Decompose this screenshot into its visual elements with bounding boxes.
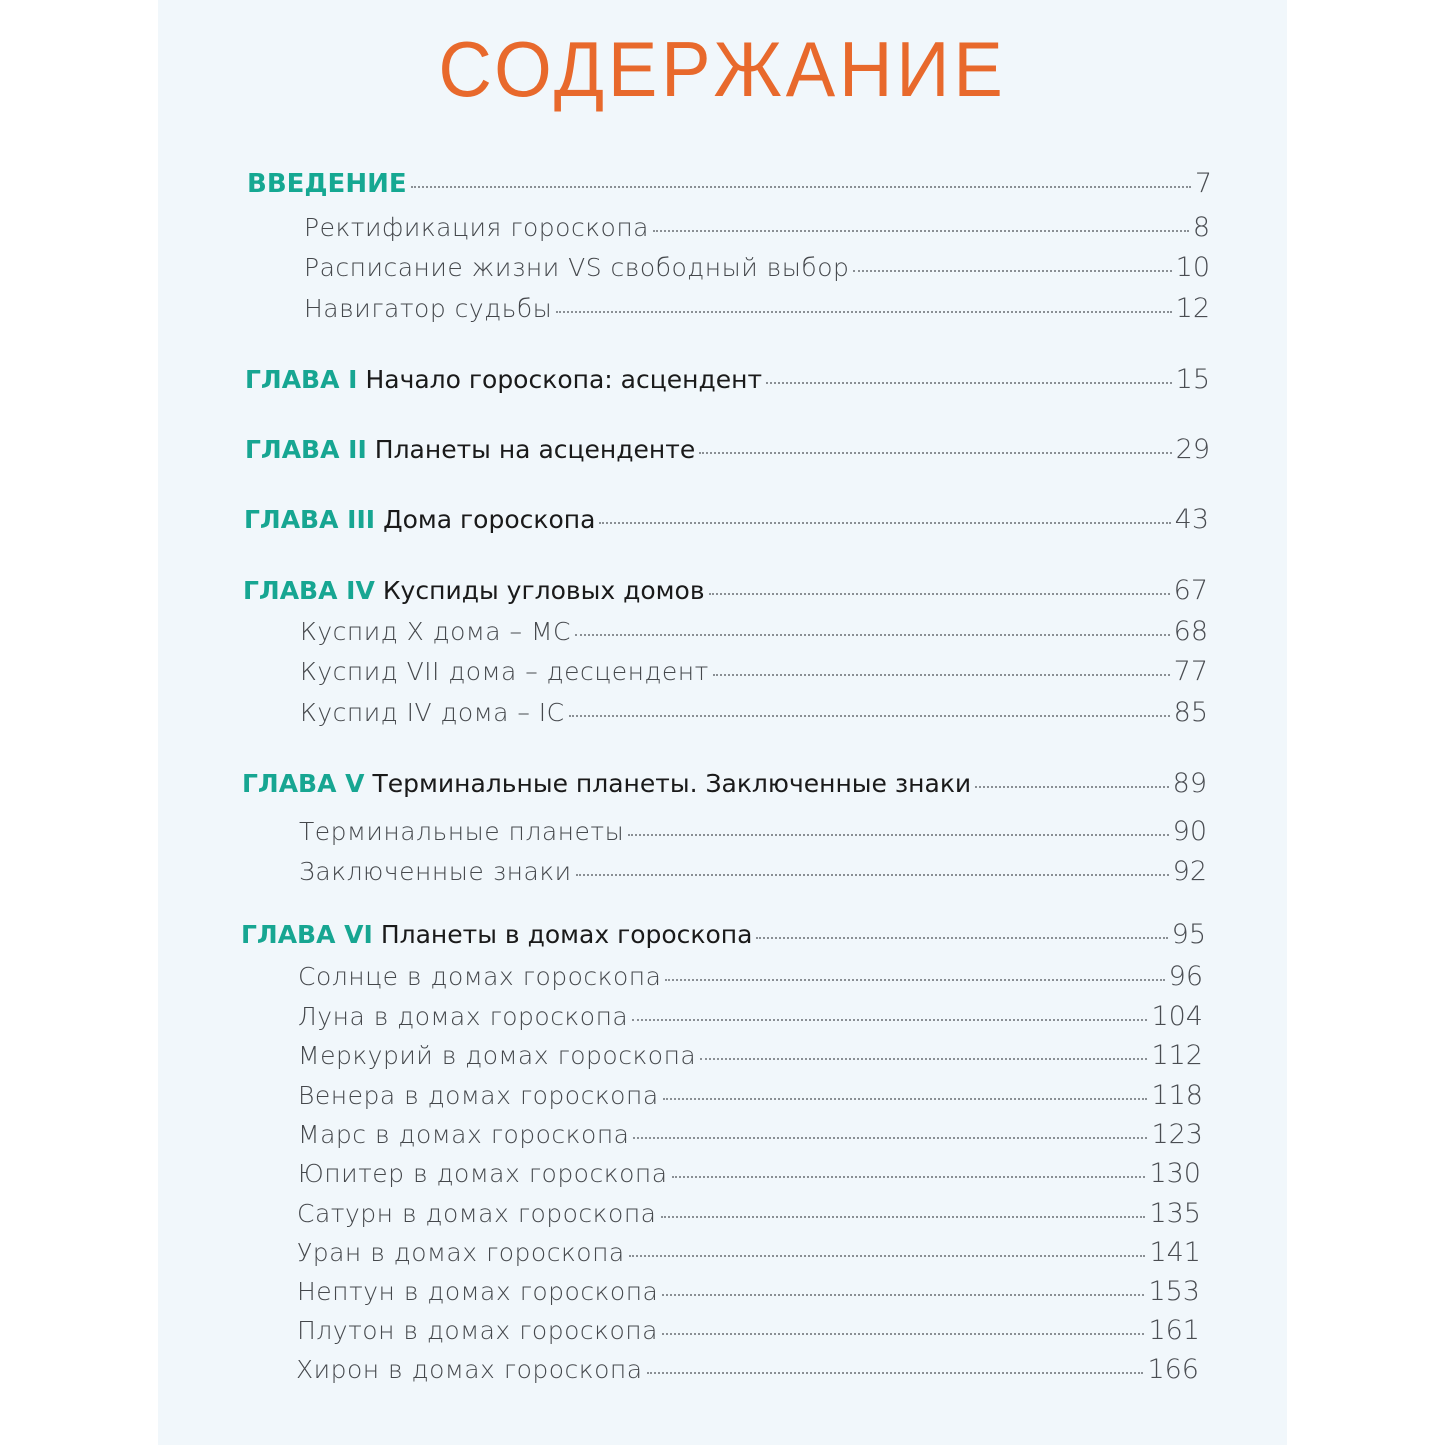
dot-leader — [628, 834, 1168, 836]
toc-page-number: 29 — [1175, 434, 1210, 465]
chapter-tag: ГЛАВА II — [245, 435, 367, 464]
toc-entry-label: Плутон в домах гороскопа — [297, 1316, 658, 1345]
dot-leader — [556, 311, 1171, 313]
toc-entry[interactable] — [297, 1198, 1201, 1229]
toc-page-number: 85 — [1173, 697, 1208, 728]
toc-page-number: 130 — [1149, 1158, 1201, 1189]
toc-entry-label: Навигатор судьбы — [304, 294, 553, 323]
dot-leader — [663, 1098, 1148, 1100]
toc-entry-label: Ректификация гороскопа — [304, 213, 649, 242]
toc-entry-label: Хирон в домах гороскопа — [296, 1355, 643, 1384]
chapter-tag: ГЛАВА V — [242, 769, 365, 798]
dot-leader — [713, 674, 1170, 676]
dot-leader — [411, 186, 1191, 188]
dot-leader — [700, 1058, 1147, 1060]
toc-entry-intro[interactable] — [247, 168, 1212, 199]
toc-entry-label — [245, 365, 762, 394]
toc-page-number: 112 — [1151, 1040, 1203, 1071]
toc-entry[interactable] — [299, 816, 1207, 847]
chapter-title: Куспиды угловых домов — [382, 576, 705, 605]
toc-entry[interactable] — [297, 1276, 1200, 1307]
toc-entry-label: Сатурн в домах гороскопа — [297, 1199, 657, 1228]
toc-page-number: 15 — [1175, 364, 1210, 395]
toc-page-number: 123 — [1151, 1119, 1203, 1150]
dot-leader — [576, 874, 1169, 876]
toc-entry-label: Уран в домах гороскопа — [297, 1238, 625, 1267]
dot-leader — [662, 1294, 1144, 1296]
toc-entry[interactable] — [304, 252, 1210, 283]
toc-entry[interactable] — [298, 1080, 1203, 1111]
page-title: СОДЕРЖАНИЕ — [438, 25, 1007, 113]
dot-leader — [569, 715, 1170, 717]
toc-page-number: 12 — [1175, 293, 1210, 324]
toc-entry-label: Терминальные планеты — [299, 817, 625, 846]
dot-leader — [647, 1372, 1144, 1374]
toc-entry[interactable] — [298, 1158, 1201, 1189]
chapter-title: Начало гороскопа: асцендент — [365, 365, 763, 394]
toc-page-number: 92 — [1172, 856, 1207, 887]
toc-entry[interactable] — [298, 1001, 1203, 1032]
dot-leader — [661, 1216, 1146, 1218]
toc-entry-label: Расписание жизни VS свободный выбор — [304, 253, 850, 282]
toc-entry[interactable] — [298, 961, 1203, 992]
toc-entry[interactable] — [300, 697, 1208, 728]
dot-leader — [975, 786, 1168, 788]
toc-entry[interactable] — [299, 856, 1207, 887]
dot-leader — [599, 522, 1170, 524]
toc-entry[interactable] — [300, 616, 1208, 647]
toc-entry-label — [244, 505, 595, 534]
dot-leader — [766, 382, 1172, 384]
toc-chapter-4[interactable] — [243, 575, 1208, 606]
toc-entry[interactable] — [297, 1237, 1201, 1268]
chapter-title: Дома гороскопа — [383, 505, 596, 534]
toc-page-number: 118 — [1151, 1080, 1203, 1111]
dot-leader — [653, 230, 1189, 232]
toc-entry-label — [242, 769, 971, 798]
toc-entry-label: Солнце в домах гороскопа — [298, 962, 662, 991]
dot-leader — [629, 1255, 1146, 1257]
toc-page-number: 7 — [1194, 168, 1212, 199]
dot-leader — [633, 1137, 1147, 1139]
toc-page-number: 161 — [1148, 1315, 1200, 1346]
toc-entry-label: Меркурий в домах гороскопа — [298, 1041, 697, 1070]
chapter-tag: ГЛАВА VI — [241, 920, 373, 949]
toc-entry-label — [245, 435, 695, 464]
toc-entry-label: ВВЕДЕНИЕ — [247, 169, 407, 199]
toc-entry[interactable] — [298, 1119, 1203, 1150]
toc-entry-label: Марс в домах гороскопа — [298, 1120, 630, 1149]
dot-leader — [853, 270, 1171, 272]
toc-page-number: 153 — [1148, 1276, 1200, 1307]
toc-entry[interactable] — [298, 1040, 1203, 1071]
toc-entry-label: Куспид VII дома – десцендент — [300, 657, 709, 686]
toc-entry-label — [241, 920, 752, 949]
chapter-tag: ГЛАВА IV — [243, 576, 375, 605]
toc-entry-label: Луна в домах гороскопа — [298, 1002, 629, 1031]
dot-leader — [575, 634, 1170, 636]
toc-entry[interactable] — [296, 1354, 1199, 1385]
dot-leader — [756, 937, 1167, 939]
toc-page-number: 95 — [1171, 919, 1206, 950]
toc-entry-label: Куспид IV дома – IC — [300, 698, 565, 727]
toc-page-number: 90 — [1172, 816, 1207, 847]
dot-leader — [662, 1333, 1145, 1335]
toc-page-number: 141 — [1149, 1237, 1201, 1268]
dot-leader — [709, 593, 1170, 595]
book-page — [158, 0, 1287, 1445]
toc-chapter-2[interactable] — [245, 434, 1210, 465]
dot-leader — [699, 452, 1171, 454]
toc-chapter-6[interactable] — [241, 919, 1206, 950]
toc-page-number: 166 — [1147, 1354, 1199, 1385]
toc-entry-label — [243, 576, 705, 605]
toc-page-number: 77 — [1173, 656, 1208, 687]
toc-page-number: 104 — [1151, 1001, 1203, 1032]
toc-entry-label: Венера в домах гороскопа — [298, 1081, 659, 1110]
toc-entry-label: Юпитер в домах гороскопа — [298, 1159, 668, 1188]
toc-entry[interactable] — [304, 293, 1210, 324]
toc-chapter-3[interactable] — [244, 504, 1209, 535]
chapter-tag: ГЛАВА III — [244, 505, 376, 534]
toc-entry-label: Заключенные знаки — [299, 857, 572, 886]
chapter-title: Планеты в домах гороскопа — [380, 920, 753, 949]
toc-entry[interactable] — [300, 656, 1208, 687]
dot-leader — [672, 1176, 1146, 1178]
toc-entry-label: Нептун в домах гороскопа — [297, 1277, 659, 1306]
toc-entry[interactable] — [297, 1315, 1200, 1346]
toc-chapter-5[interactable] — [242, 768, 1207, 799]
toc-page-number: 135 — [1149, 1198, 1201, 1229]
toc-page-number: 89 — [1172, 768, 1207, 799]
toc-entry[interactable] — [304, 212, 1210, 243]
toc-page-number: 68 — [1173, 616, 1208, 647]
toc-chapter-1[interactable] — [245, 364, 1210, 395]
dot-leader — [665, 979, 1164, 981]
chapter-title: Терминальные планеты. Заключенные знаки — [372, 769, 972, 798]
toc-page-number: 67 — [1173, 575, 1208, 606]
chapter-tag: ГЛАВА I — [245, 365, 358, 394]
chapter-title: Планеты на асценденте — [374, 435, 696, 464]
toc-page-number: 96 — [1168, 961, 1203, 992]
toc-entry-label: Куспид X дома – MC — [300, 617, 571, 646]
dot-leader — [632, 1019, 1147, 1021]
toc-page-number: 43 — [1174, 504, 1209, 535]
toc-page-number: 10 — [1175, 252, 1210, 283]
toc-page-number: 8 — [1192, 212, 1210, 243]
